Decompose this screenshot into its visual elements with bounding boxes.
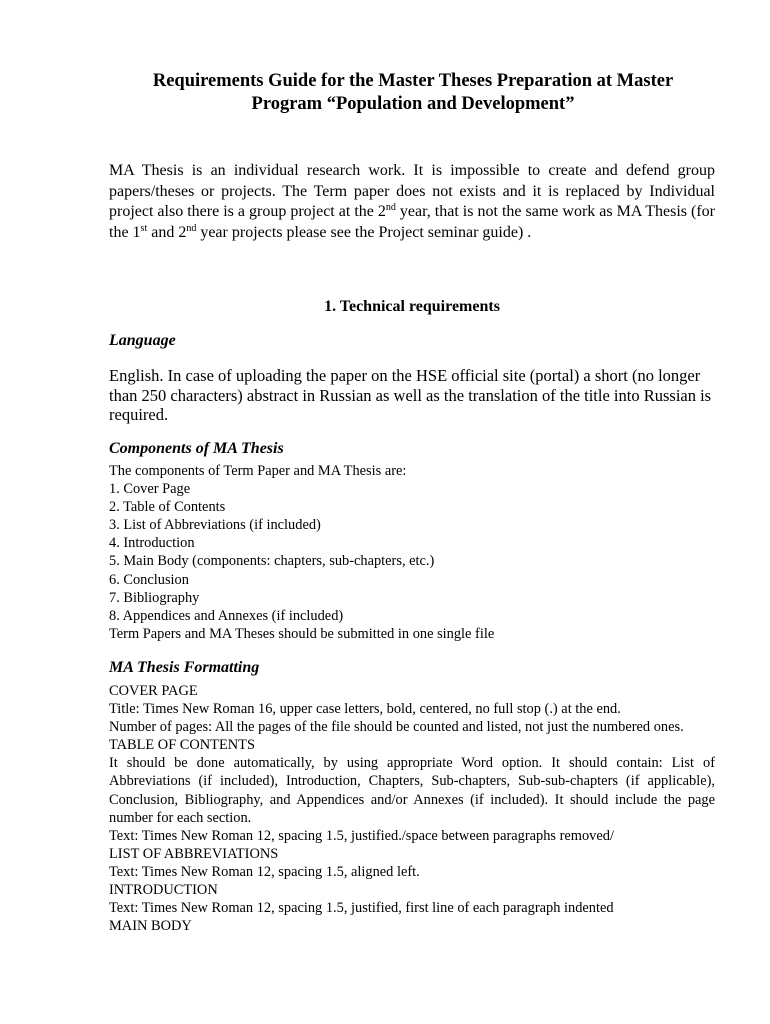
language-text: English. In case of uploading the paper on the HSE official site (portal) a short (no longer than 250 characters) abstract in Russian as well as the translation of the title into Russian is required.: [109, 366, 712, 424]
list-item: 8. Appendices and Annexes (if included): [109, 607, 344, 624]
toc-label: TABLE OF CONTENTS: [109, 737, 255, 754]
components-intro: The components of Term Paper and MA Thesis are:: [109, 463, 407, 479]
cover-page-label: COVER PAGE: [109, 683, 198, 699]
components-list: [109, 462, 715, 643]
title-line-2: Program “Population and Development”: [251, 94, 575, 114]
section-heading-technical: 1. Technical requirements: [324, 298, 500, 315]
main-body-label: MAIN BODY: [109, 918, 192, 935]
list-item: 2. Table of Contents: [109, 499, 226, 516]
cover-pages-rule: Number of pages: All the pages of the file should be counted and listed, not just the numbered ones.: [109, 719, 684, 736]
intro-text-3: and 2: [147, 223, 187, 241]
title-line-1: Requirements Guide for the Master Theses Preparation at Master: [152, 71, 674, 91]
list-item: 1. Cover Page: [109, 481, 191, 498]
list-item: 6. Conclusion: [109, 571, 189, 588]
list-item: 5. Main Body (components: chapters, sub-chapters, etc.): [109, 553, 435, 570]
introduction-label: INTRODUCTION: [109, 882, 218, 899]
introduction-format-rule: Text: Times New Roman 12, spacing 1.5, justified, first line of each paragraph indented: [109, 900, 614, 917]
components-heading: Components of MA Thesis: [109, 440, 284, 457]
toc-text: It should be done automatically, by using appropriate Word option. It should contain: List of Abbreviations (if included), Introduction, Chapters, Sub-chapters, Sub-sub-chapters (if applicable), Conclusion, Bibliography, and Appendices and/or Annexes (if included). It should include the page number for each section.: [109, 755, 715, 826]
language-heading: Language: [109, 332, 176, 349]
formatting-heading: MA Thesis Formatting: [109, 659, 260, 676]
intro-text-4: year projects please see the Project seminar guide) .: [196, 223, 532, 241]
list-item: 3. List of Abbreviations (if included): [109, 517, 321, 534]
superscript-nd-2: nd: [186, 222, 197, 234]
intro-paragraph: [109, 161, 715, 243]
list-item: 4. Introduction: [109, 535, 195, 552]
abbreviations-format-rule: Text: Times New Roman 12, spacing 1.5, aligned left.: [109, 863, 420, 880]
superscript-st: st: [140, 222, 148, 234]
list-item: 7. Bibliography: [109, 589, 200, 606]
toc-format-rule: Text: Times New Roman 12, spacing 1.5, justified./space between paragraphs removed/: [109, 827, 614, 844]
intro-text-1: MA Thesis is an individual research work. It is impossible to create and defend group papers/theses or projects. The Term paper does not exists and it is replaced by Individual project also there is a group project at the 2: [109, 162, 715, 220]
cover-title-rule: Title: Times New Roman 16, upper case letters, bold, centered, no full stop (.) at the end.: [109, 701, 621, 718]
formatting-section: [109, 682, 715, 935]
abbreviations-label: LIST OF ABBREVIATIONS: [109, 845, 279, 862]
document-title: [100, 70, 726, 116]
superscript-nd: nd: [385, 202, 396, 213]
intro-text-2: year, that is not the same work as MA Thesis (for the 1: [109, 203, 716, 241]
components-note: Term Papers and MA Theses should be submitted in one single file: [109, 625, 495, 642]
